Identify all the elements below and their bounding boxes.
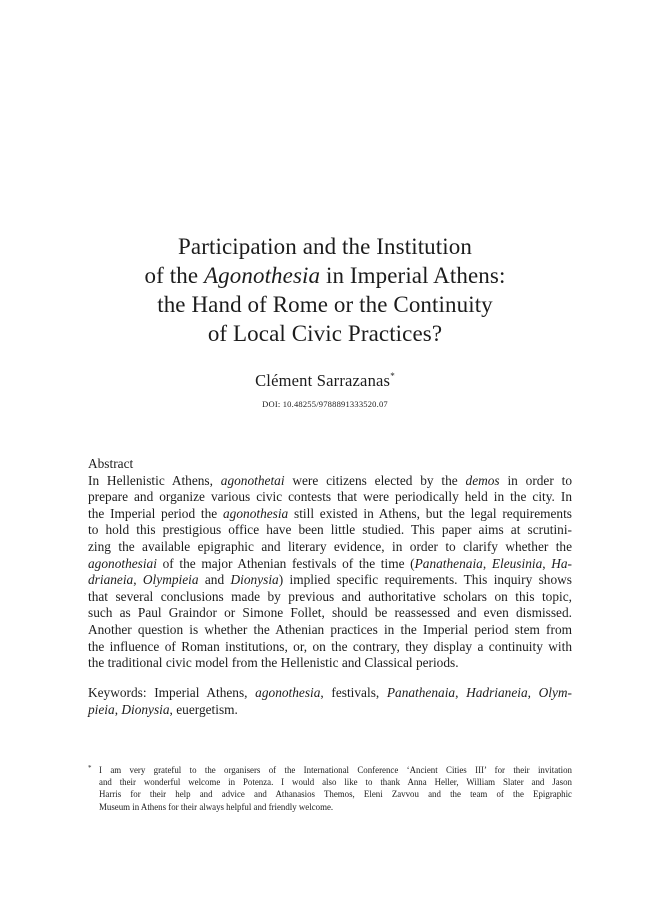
text-run: and [198, 572, 231, 588]
keywords-line [88, 702, 572, 719]
text-run: , [455, 685, 467, 700]
text-run: , festivals, [320, 685, 387, 700]
italic-term: Hadrianeia [466, 685, 528, 700]
footnote-marker: * [88, 764, 92, 772]
title-line: the Hand of Rome or the Continuity [157, 292, 493, 317]
keywords-body [88, 685, 572, 718]
author-footnote-marker: * [390, 371, 395, 381]
text-run: such as Paul Graindor or Simone Follet, should be reassessed and even dismissed. [88, 605, 572, 621]
italic-term: agonothetai [220, 472, 285, 488]
italic-term: demos [465, 472, 500, 488]
footnote-line: Harris for their help and advice and Athanasios Themos, Eleni Zavvou and the team of the Epigraphic [99, 789, 572, 800]
author-text: Clément Sarrazanas [255, 371, 391, 390]
abstract-line [88, 489, 572, 506]
abstract-line [88, 589, 572, 606]
keywords [88, 685, 572, 718]
abstract-body [88, 473, 572, 672]
text-run: still existed in Athens, but the legal requirements [288, 505, 572, 521]
italic-term: Eleusinia [491, 555, 543, 571]
title-line: Participation and the Institution [178, 234, 472, 259]
keywords-line [88, 685, 572, 702]
abstract-line [88, 539, 572, 556]
footnote [88, 764, 572, 813]
author-name [60, 371, 590, 391]
italic-term: Dionysia [230, 572, 279, 588]
text-run: were citizens elected by the [284, 472, 466, 488]
text-run: , [527, 685, 539, 700]
italic-term: agonothesia [223, 505, 289, 521]
abstract-line [88, 605, 572, 622]
italic-term: Panathenaia [386, 685, 456, 700]
italic-term: Dionysia [121, 701, 170, 717]
text-run: prepare and organize various civic contests that were periodically held in the city. In [88, 489, 572, 505]
abstract-line [88, 556, 572, 573]
text-run: , [482, 555, 492, 571]
italic-term: Olympieia [142, 572, 199, 588]
italic-term: Ha- [551, 555, 573, 571]
footnote-body [99, 764, 572, 813]
title-text: of the [144, 263, 205, 288]
text-run: zing the available epigraphic and literary evidence, in order to clarify whether the [88, 538, 572, 554]
text-run: , [133, 572, 143, 588]
abstract-line [88, 473, 572, 490]
text-run: In Hellenistic Athens, [88, 472, 221, 488]
abstract-line [88, 522, 572, 539]
text-run: , [542, 555, 552, 571]
title-italic-term: Agonothesia [204, 263, 321, 288]
text-run: , [114, 701, 122, 717]
text-run: the influence of Roman institutions, or, on the contrary, they display a continuity with [88, 638, 572, 654]
abstract-line [88, 655, 572, 672]
text-run: the traditional civic model from the Hellenistic and Classical periods. [88, 655, 459, 671]
abstract-heading: Abstract [88, 456, 134, 471]
italic-term: agonothesiai [88, 555, 157, 571]
footnote-line: and their wonderful welcome in Potenza. I would also like to thank Anna Heller, William Slater and Jason [99, 777, 572, 788]
paper-title [60, 232, 590, 348]
italic-term: drianeia [88, 572, 134, 588]
abstract-line [88, 572, 572, 589]
text-run: Another question is whether the Athenian practices in the Imperial period stem from [88, 621, 572, 637]
footnote-line: I am very grateful to the organisers of the International Conference ‘Ancient Cities III’ for their invitation [99, 765, 572, 775]
italic-term: Panathenaia [414, 555, 483, 571]
text-run: ) implied specific requirements. This inquiry shows [278, 572, 572, 588]
text-run: of the major Athenian festivals of the time ( [156, 555, 415, 571]
title-line [60, 261, 590, 290]
footnote-line: Museum in Athens for their always helpful and friendly welcome. [99, 801, 334, 812]
italic-term: Olym- [538, 685, 573, 700]
text-run: in order to [499, 472, 572, 488]
text-run: Keywords: Imperial Athens, [88, 685, 256, 700]
title-text: in Imperial Athens: [320, 263, 506, 288]
abstract-line [88, 622, 572, 639]
doi: DOI: 10.48255/9788891333520.07 [262, 399, 388, 409]
abstract [88, 456, 572, 672]
abstract-line [88, 639, 572, 656]
abstract-line [88, 506, 572, 523]
text-run: , euergetism. [169, 701, 238, 717]
text-run: that several conclusions made by previous and authoritative scholars on this topic, [88, 588, 572, 604]
title-line: of Local Civic Practices? [207, 321, 443, 346]
text-run: the Imperial period the [88, 505, 223, 521]
italic-term: agonothesia [255, 685, 321, 700]
italic-term: pieia [88, 701, 115, 717]
text-run: to hold this prestigious office have been little studied. This paper aims at scrutini- [88, 522, 572, 538]
